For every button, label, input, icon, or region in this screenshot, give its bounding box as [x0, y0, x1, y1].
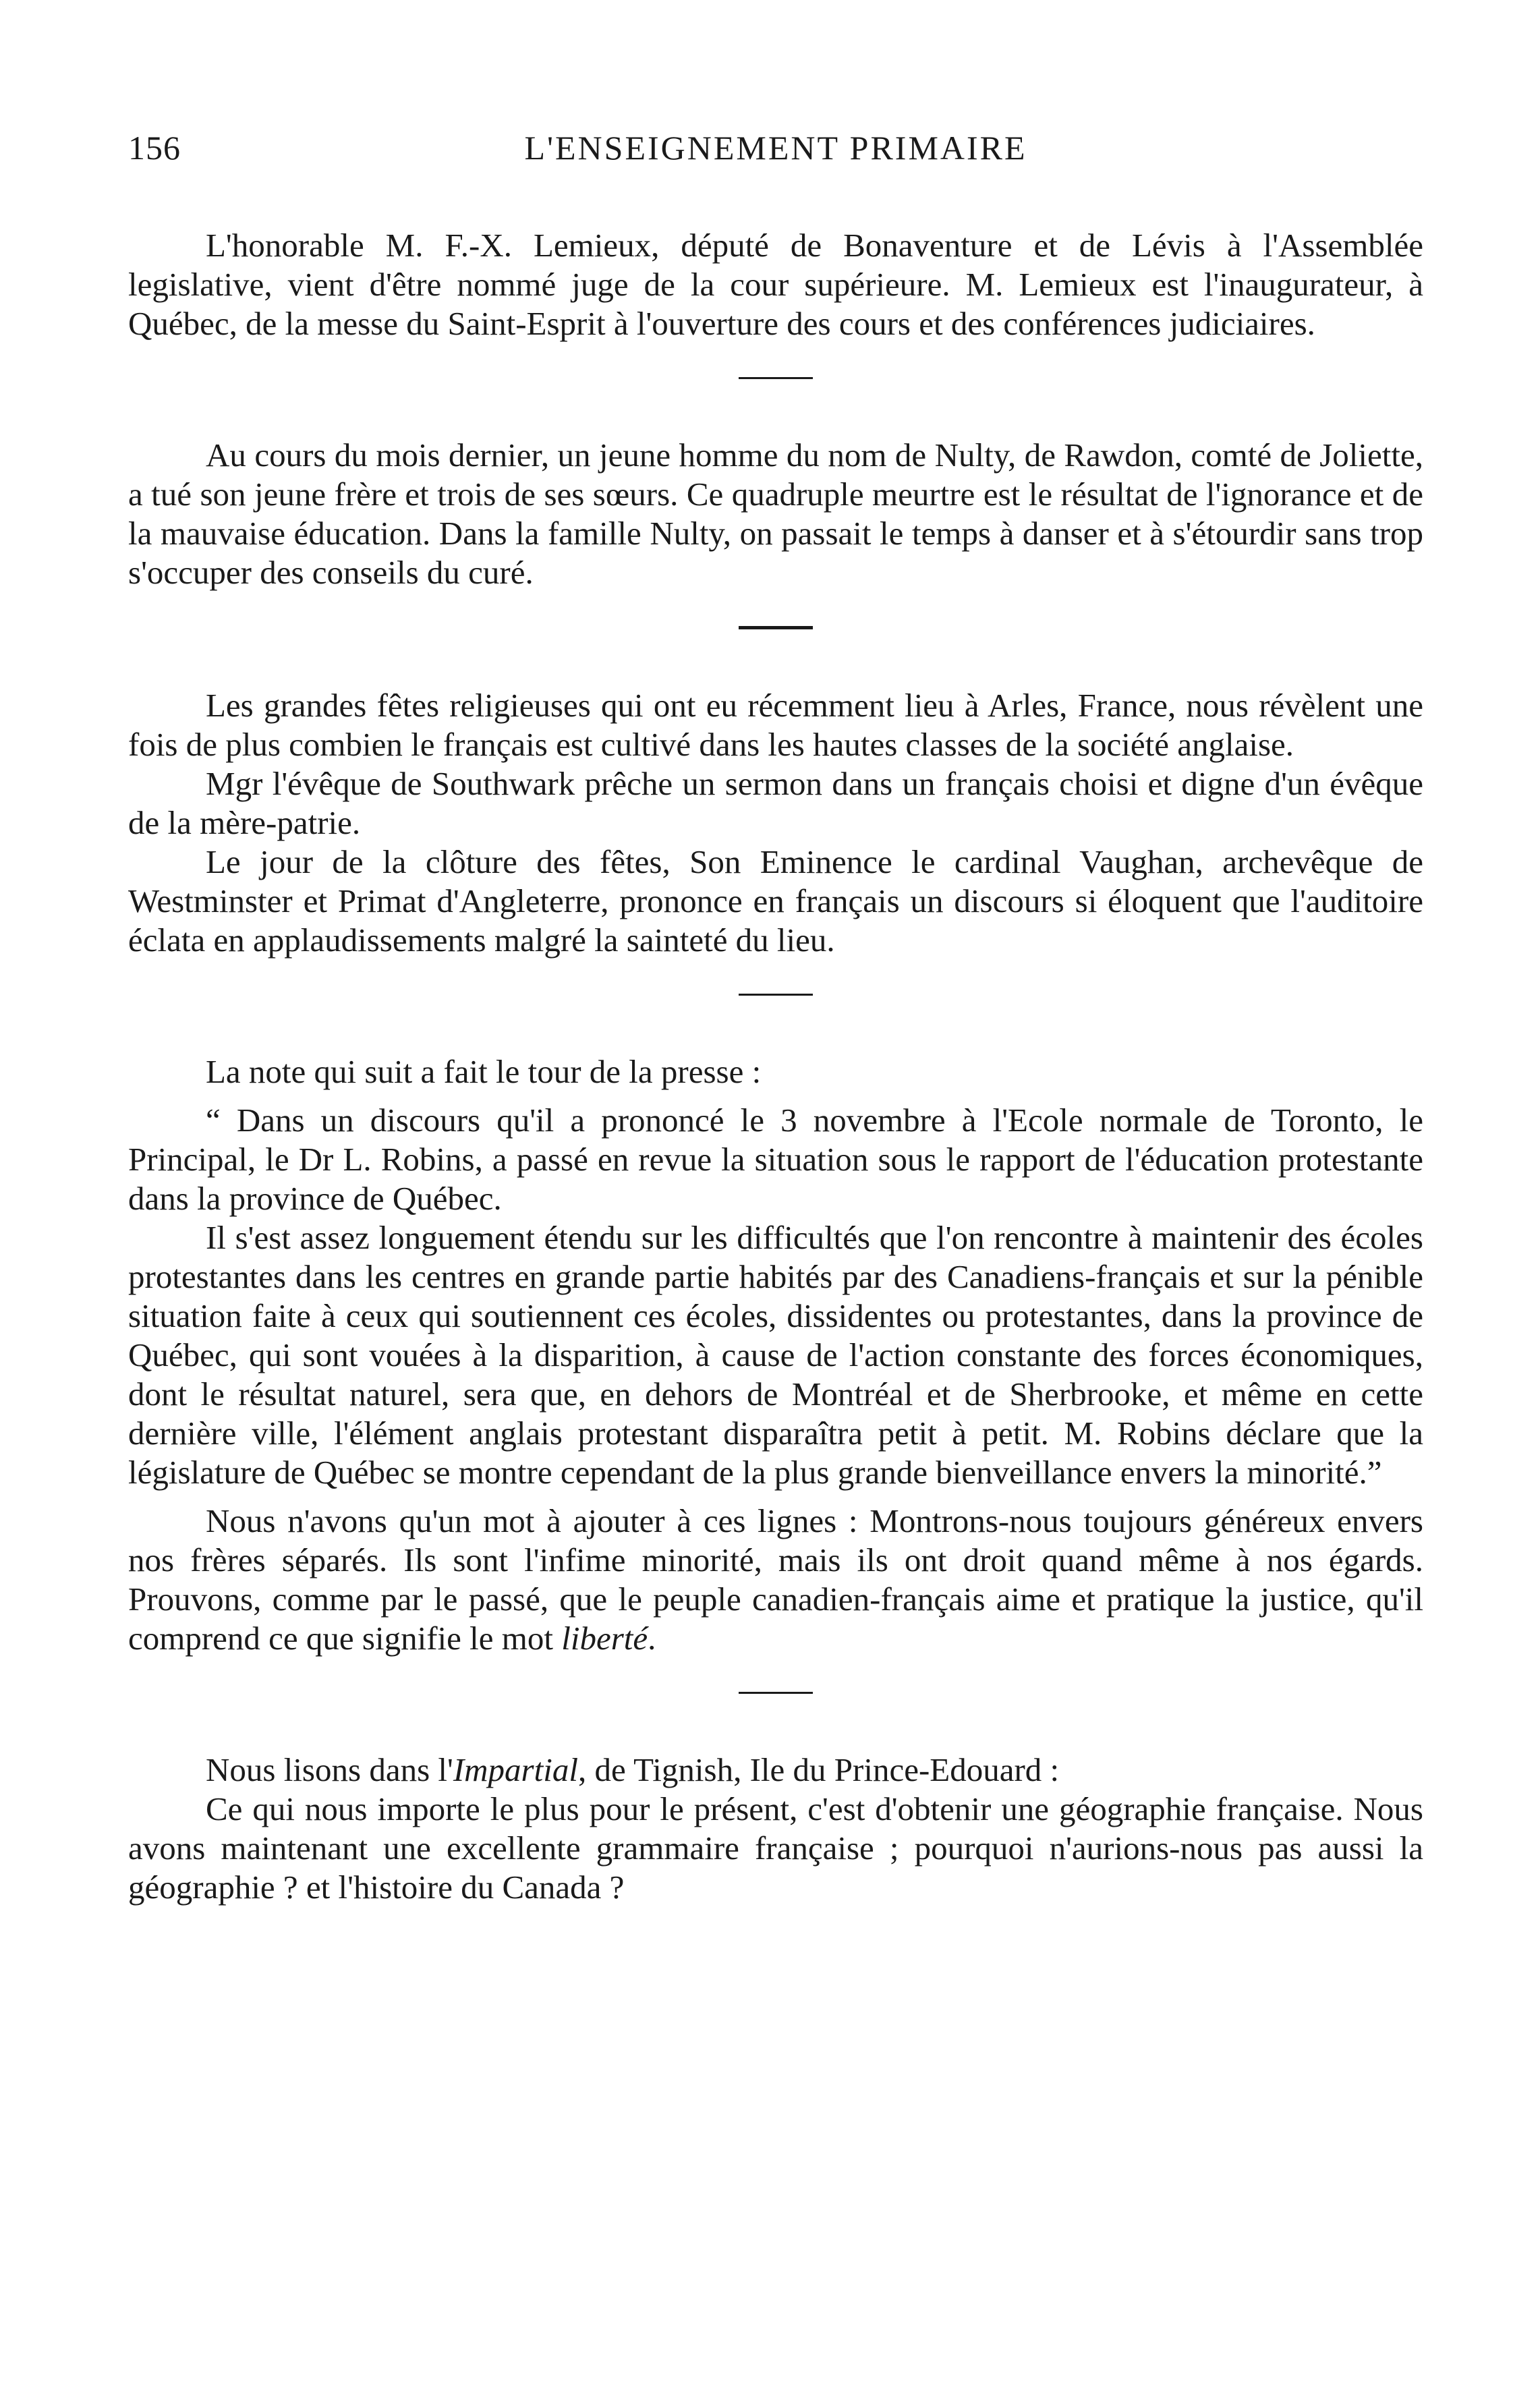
news-item-nulty [128, 436, 1423, 592]
paragraph [128, 1751, 1423, 1790]
italic-word: liberté [561, 1620, 648, 1657]
paragraph: Au cours du mois dernier, un jeune homme du nom de Nulty, de Rawdon, comté de Joliette, a tué son jeune frère et trois de ses sœurs. Ce quadruple meurtre est le résultat de l'ignorance et de la mauvaise éducation. Dans la famille Nulty, on passait le temps à danser et à s'étourdir sans trop s'occuper des conseils du curé. [128, 436, 1423, 591]
page-number: 156 [128, 129, 181, 167]
page-body [128, 226, 1423, 1907]
news-item-impartial [128, 1751, 1423, 1907]
paragraph: Le jour de la clôture des fêtes, Son Eminence le cardinal Vaughan, archevêque de Westminster et Primat d'Angleterre, prononce en français un discours si éloquent que l'auditoire éclata en applaudissements malgré la sainteté du lieu. [128, 843, 1423, 959]
newspaper-title: Impartial [453, 1751, 578, 1788]
paragraph: Les grandes fêtes religieuses qui ont eu récemment lieu à Arles, France, nous révèlent une fois de plus combien le français est cultivé dans les hautes classes de la société anglaise. [128, 687, 1423, 763]
section-divider [739, 377, 813, 379]
section-divider [739, 994, 813, 996]
paragraph: La note qui suit a fait le tour de la presse : [206, 1053, 762, 1090]
paragraph-text-end: , de Tignish, Ile du Prince-Edouard : [577, 1751, 1060, 1788]
section-divider [739, 626, 813, 629]
paragraph-text: Nous lisons dans l' [206, 1751, 453, 1788]
paragraph-text-end: . [648, 1620, 656, 1657]
paragraph-text: Nous n'avons qu'un mot à ajouter à ces lignes : Montrons-nous toujours généreux envers nos frères séparés. Ils sont l'infime minorité, mais ils ont droit quand même à nos égards. Prouvons, comme par le passé, que le peuple canadien-français aime et pratique la justice, qu'il comprend ce que signifie le mot [128, 1502, 1423, 1657]
section-divider [739, 1692, 813, 1694]
paragraph: Mgr l'évêque de Southwark prêche un sermon dans un français choisi et digne d'un évêque de la mère-patrie. [128, 765, 1423, 841]
quoted-paragraph: “ Dans un discours qu'il a prononcé le 3 novembre à l'Ecole normale de Toronto, le Principal, le Dr L. Robins, a passé en revue la situation sous le rapport de l'éducation protestante dans la province de Québec. [128, 1102, 1423, 1217]
quoted-paragraph: Il s'est assez longuement étendu sur les difficultés que l'on rencontre à maintenir des écoles protestantes dans les centres en grande partie habités par des Canadiens-français et sur la pénible situation faite à ceux qui soutiennent ces écoles, dissidentes ou protestantes, dans la province de Québec, qui sont vouées à la disparition, à cause de l'action constante des forces économiques, dont le résultat naturel, sera que, en dehors de Montréal et de Sherbrooke, et même en cette dernière ville, l'élément anglais protestant disparaîtra petit à petit. M. Robins déclare que la législature de Québec se montre cependant de la plus grande bienveillance envers la minorité.” [128, 1219, 1423, 1491]
page-header [128, 128, 1423, 175]
paragraph: L'honorable M. F.-X. Lemieux, député de Bonaventure et de Lévis à l'Assemblée legislative, vient d'être nommé juge de la cour supérieure. M. Lemieux est l'inaugurateur, à Québec, de la messe du Saint-Esprit à l'ouverture des cours et des conférences judiciaires. [128, 227, 1423, 342]
news-item-arles [128, 686, 1423, 960]
paragraph [128, 1502, 1423, 1658]
paragraph: Ce qui nous importe le plus pour le présent, c'est d'obtenir une géographie française. Nous avons maintenant une excellente grammaire française ; pourquoi n'aurions-nous pas aussi la géographie ? et l'histoire du Canada ? [128, 1790, 1423, 1906]
news-item-lemieux [128, 226, 1423, 343]
running-title: L'ENSEIGNEMENT PRIMAIRE [524, 129, 1027, 167]
news-item-robins [128, 1052, 1423, 1658]
